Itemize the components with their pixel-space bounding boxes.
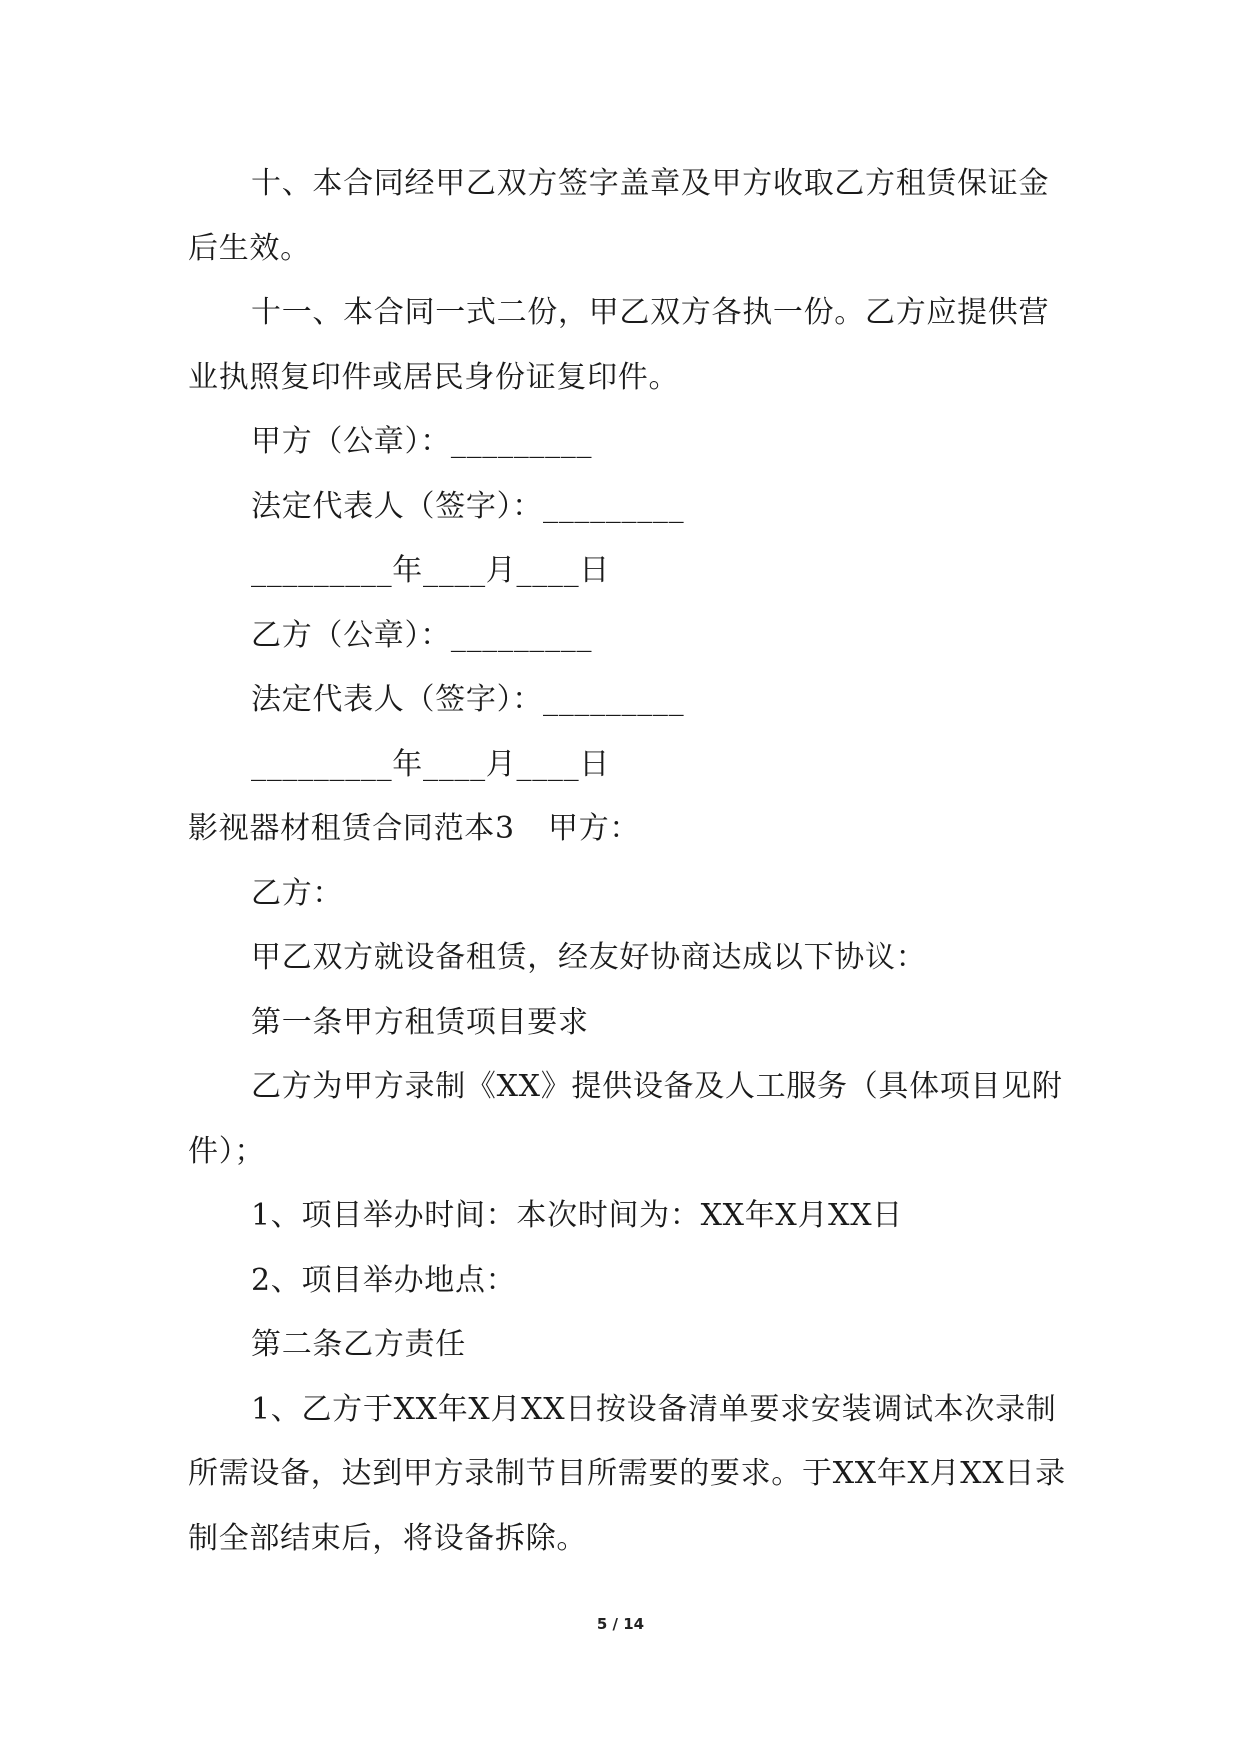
- party-a-seal-line: 甲方（公章）：_________: [251, 424, 593, 459]
- contract-template-heading: 影视器材租赁合同范本3 甲方：: [188, 811, 641, 846]
- document-body: [188, 152, 1068, 1571]
- party-b-label: 乙方：: [251, 875, 344, 911]
- project-location-item: 2、项目举办地点：: [251, 1262, 517, 1298]
- article-two-item-one: 1、乙方于XX年X月XX日按设备清单要求安装调试本次录制所需设备，达到甲方录制节目所需要的要求。于XX年X月XX日录制全部结束后，将设备拆除。: [188, 1391, 1066, 1556]
- article-one-title: 第一条甲方租赁项目要求: [251, 1004, 589, 1040]
- clause-eleven: 十一、本合同一式二份，甲乙双方各执一份。乙方应提供营业执照复印件或居民身份证复印件。: [188, 295, 1050, 395]
- article-one-description: 乙方为甲方录制《XX》提供设备及人工服务（具体项目见附件）；: [188, 1069, 1063, 1169]
- party-a-representative-line: 法定代表人（签字）：_________: [251, 488, 685, 524]
- clause-ten: 十、本合同经甲乙双方签字盖章及甲方收取乙方租赁保证金后生效。: [188, 166, 1050, 266]
- party-a-date-line: _________年____月____日: [251, 553, 610, 588]
- party-b-representative-line: 法定代表人（签字）：_________: [251, 682, 685, 717]
- page-number: 5 / 14: [596, 1615, 645, 1633]
- party-b-seal-line: 乙方（公章）：_________: [251, 617, 593, 653]
- article-two-title: 第二条乙方责任: [251, 1327, 466, 1362]
- project-time-item: 1、项目举办时间：本次时间为：XX年X月XX日: [251, 1198, 903, 1233]
- party-b-date-line: _________年____月____日: [251, 746, 610, 782]
- agreement-intro: 甲乙双方就设备租赁，经友好协商达成以下协议：: [251, 940, 927, 975]
